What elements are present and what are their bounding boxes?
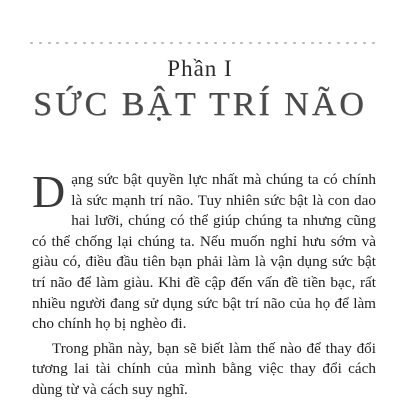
paragraph-1-text: ạng sức bật quyền lực nhất mà chúng ta có chính là sức mạnh trí não. Tuy nhiên sức bật là con dao hai lưỡi, chúng có thể giúp chúng ta nhưng cũng có thể chống lại chúng ta. Nếu muốn nghỉ hưu sớm và giàu có, điều đầu tiên bạn phải làm là vận dụng sức bật trí não để làm giàu. Khi đề cập đến vấn đề tiền bạc, rất nhiều người đang sử dụng sức bật trí não của họ để làm cho chính họ bị nghèo đi. bbox=[32, 171, 376, 333]
paragraph-2: Trong phần này, bạn sẽ biết làm thế nào để thay đổi tương lai tài chính của mình bằng việc thay đổi cách dùng từ và cách suy nghĩ. bbox=[32, 339, 376, 398]
ornamental-dotted-rule bbox=[30, 40, 375, 46]
body-text bbox=[32, 166, 376, 401]
paragraph-1 bbox=[32, 166, 376, 335]
drop-cap: D bbox=[32, 166, 66, 217]
part-title: SỨC BẬT TRÍ NÃO bbox=[33, 86, 367, 123]
part-label: Phần I bbox=[167, 56, 233, 81]
